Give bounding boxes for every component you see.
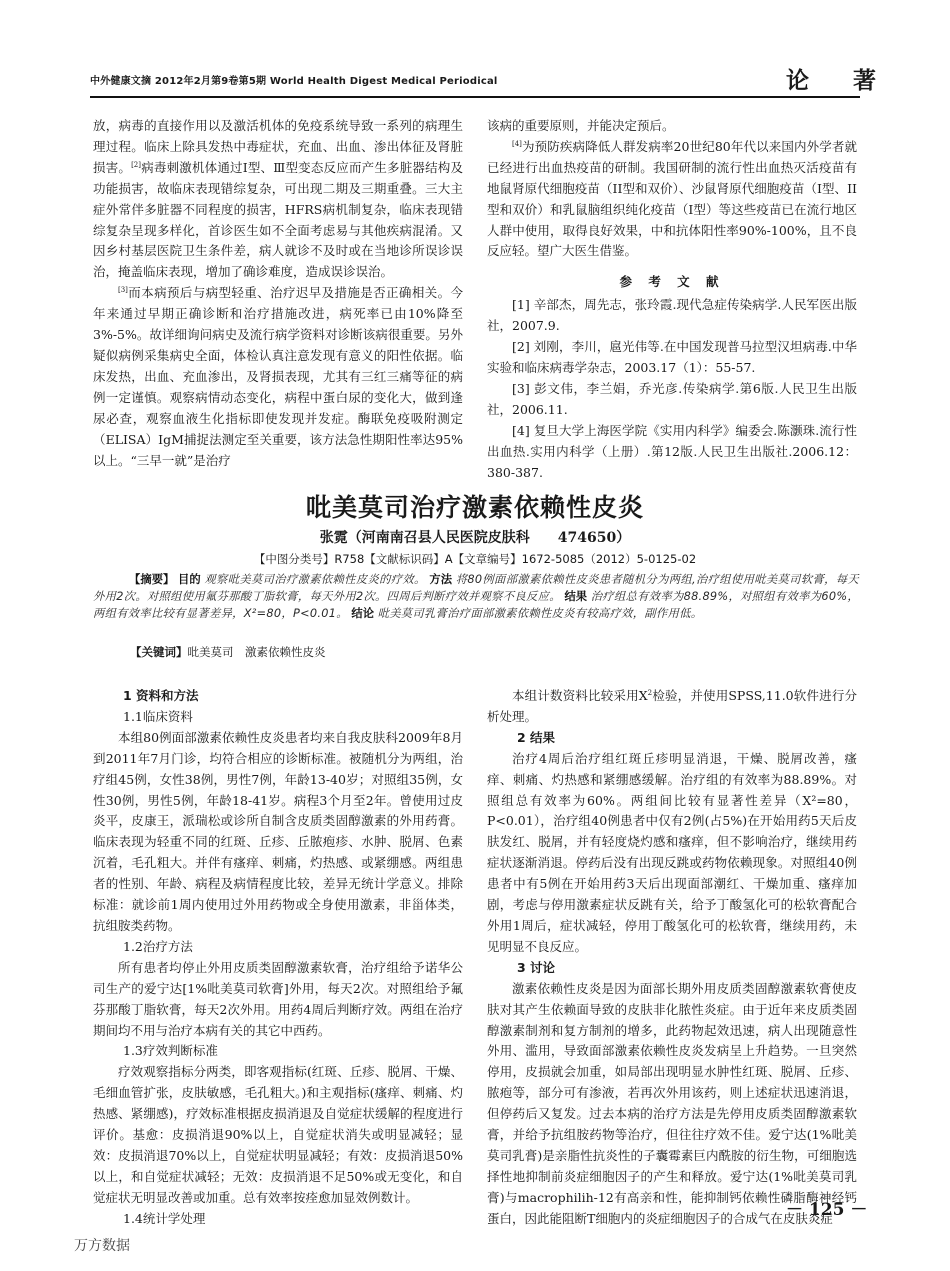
reference-item: [4] 复旦大学上海医学院《实用内科学》编委会.陈灏珠.流行性出血热.实用内科学（上册）.第12版.人民卫生出版社.2006.12：380-387. (487, 422, 857, 480)
subsection-heading: 1.3疗效判断标准 (123, 1043, 218, 1059)
article-author: 张霓（河南南召县人民医院皮肤科 474650） (319, 530, 631, 546)
reference-item: [1] 辛部杰，周先志，张玲霞.现代急症传染病学.人民军医出版社，2007.9. (487, 297, 857, 334)
subsection-heading: 1.2治疗方法 (123, 938, 193, 954)
reference-item: [2] 刘刚，李川，扈光伟等.在中国发现普马拉型汉坦病毒.中华实验和临床病毒学杂志，2003.17（1）：55-57. (487, 339, 857, 375)
prev-paragraph-1: 放，病毒的直接作用以及激活机体的免疫系统导致一系列的病理生理过程。临床上除具发热中毒症状，充血、出血、渗出体征及肾脏损害。[2]病毒刺激机体通过Ⅰ型、Ⅲ型变态反应而产生多脏器结构及功能损害，故临床表现错综复杂，可出现二期及三期重叠。三大主症外常伴多脏器不同程度的损害，HFRS病机制复杂，临床表现错综复杂呈现多样化，首诊医生如不全面考虑易与其他疾病混淆。又因乡村基层医院卫生条件差，病人就诊不及时或在当地诊所误诊误治，掩盖临床表现，增加了确诊难度，造成误诊误治。 (93, 118, 463, 280)
subsection-heading: 1.1临床资料 (123, 708, 193, 724)
classification-line: 【中图分类号】R758【文献标识码】A【文章编号】1672-5085（2012）5-0125-02 (253, 552, 697, 566)
citation-marker: [4] (512, 139, 522, 148)
prev-article-left-column (93, 116, 463, 471)
body-paragraph: 疗效观察指标分两类，即客观指标(红斑、丘疹、脱屑、干燥、毛细血管扩张，皮肤敏感，毛孔粗大。)和主观指标(瘙痒、刺痛、灼热感、紧绷感)，疗效标准根据皮损消退及自觉症状缓解的程度进行评价。基愈：皮损消退90%以上，自觉症状消失或明显减轻；显效：皮损消退70%以上，自觉症状明显减轻；有效：皮损消退50%以上，和自觉症状减轻；无效：皮损消退不足50%或无变化，和自觉症状无明显改善或加重。总有效率按痊愈加显效例数计。 (93, 1064, 463, 1205)
subsection-heading: 1.4统计学处理 (123, 1210, 206, 1226)
references-title: 参 考 文 献 (619, 274, 725, 290)
section-heading: 2 结果 (517, 729, 556, 745)
keywords: 【关键词】吡美莫司 激素依赖性皮炎 (130, 645, 326, 659)
section-label: 论 著 (786, 68, 895, 94)
journal-header: 中外健康文摘 2012年2月第9卷第5期 World Health Digest Medical Periodical (90, 76, 498, 87)
body-paragraph: 所有患者均停止外用皮质类固醇激素软膏，治疗组给予诺华公司生产的爱宁达[1%吡美莫司软膏]外用，每天2次。对照组给予氟芬那酸丁脂软膏，每天2次外用。用药4周后判断疗效。两组在治疗期间均不用与治疗本病有关的其它中西药。 (93, 959, 463, 1038)
body-paragraph: 本组80例面部激素依赖性皮炎患者均来自我皮肤科2009年8月到2011年7月门诊，均符合相应的诊断标准。被随机分为两组，治疗组45例，女性38例，男性7例，年龄13-40岁；对照组35例，女性30例，男性5例，年龄18-41岁。病程3个月至2年。曾使用过皮炎平，皮康王，派瑞松或诊所自制含皮质类固醇激素的外用药膏。临床表现为轻重不同的红斑、丘疹、丘脓疱疹、水肿、脱屑、色素沉着，毛孔粗大。并伴有瘙痒、刺痛，灼热感、或紧绷感。两组患者的性别、年龄、病程及病情程度比较，差异无统计学意义。排除标准：就诊前1周内使用过外用药物或全身使用激素，非甾体类，抗组胺类药物。 (93, 729, 463, 933)
body-paragraph: 治疗4周后治疗组红斑丘疹明显消退，干燥、脱屑改善，瘙痒、刺痛、灼热感和紧绷感缓解。治疗组的有效率为88.89%。对照组总有效率为60%。两组间比较有显著性差异（X²=80，P<0.01），治疗组40例患者中仅有2例(占5%)在开始用药5天后皮肤发红、脱屑，并有轻度烧灼感和瘙痒，但不影响治疗，继续用药症状逐渐消退。停药后没有出现反跳或药物依赖现象。对照组40例患者中有5例在开始用药3天后出现面部潮红、干燥加重、瘙痒加剧，考虑与停用激素症状反跳有关，给予丁酸氢化可的松软膏配合外用1周后，症状减轻，停用丁酸氢化可的松软膏，继续用药，未见明显不良反应。 (487, 750, 857, 954)
citation-marker: [3] (118, 286, 128, 295)
page-number: － 125 － (786, 1200, 868, 1220)
prev-article-right-column (487, 116, 857, 483)
section-heading: 1 资料和方法 (123, 688, 199, 703)
body-left-column (93, 686, 463, 1230)
footer-watermark: 万方数据 (74, 1238, 130, 1254)
header-rule (90, 96, 860, 98)
section-heading: 3 讨论 (517, 959, 556, 975)
body-paragraph: 本组计数资料比较采用$X^2$检验，并使用SPSS,11.0软件进行分析处理。 (487, 688, 857, 724)
abstract: 【摘要】 目的 观察吡美莫司治疗激素依赖性皮炎的疗效。 方法 将80例面部激素依赖性皮炎患者随机分为两组,治疗组使用吡美莫司软膏，每天外用2次。对照组使用氟芬那酸丁脂软膏，每天外用2次。四周后判断疗效并观察不良反应。 结果 治疗组总有效率为88.89%，对照组有效率为60%，两组有效率比较有显著差异，X²=80，P<0.01。 结论 吡美莫司乳膏治疗面部激素依赖性皮炎有较高疗效，副作用低。 (93, 573, 860, 621)
citation-marker: [2] (131, 160, 141, 169)
prev-paragraph-2: [3]而本病预后与病型轻重、治疗迟早及措施是否正确相关。今年来通过早期正确诊断和治疗措施改进，病死率已由10%降至3%-5%。故详细询问病史及流行病学资料对诊断该病很重要。另外疑似病例采集病史全面，体检认真注意发现有意义的阳性依据。临床发热，出血、充血渗出，及肾损表现，尤其有三红三痛等征的病例一定谨慎。观察病情动态变化，病程中蛋白尿的变化大，做到逢尿必查，观察血液生化指标即使发现并发症。酶联免疫吸附测定（ELISA）IgM捕捉法测定至关重要，该方法急性期阳性率达95%以上。“三早一就”是治疗 (93, 285, 463, 468)
reference-item: [3] 彭文伟，李兰娟，乔光彦.传染病学.第6版.人民卫生出版社，2006.11. (487, 380, 857, 417)
body-right-column (487, 686, 857, 1230)
body-paragraph: 激素依赖性皮炎是因为面部长期外用皮质类固醇激素软膏使皮肤对其产生依赖面导致的皮肤非化脓性炎症。由于近年来皮质类固醇激素制剂和复方制剂的增多，此药物起效迅速，病人出现随意性外用、滥用，导致面部激素依赖性皮炎发病呈上升趋势。一旦突然停用，皮损就会加重，如局部出现明显水肿性红斑、脱屑、丘疹、脓疱等，部分可有渗液，若再次外用该药，则上述症状迅速消退，但停药后又复发。过去本病的治疗方法是先停用皮质类固醇激素软膏，并给予抗组胺药物等治疗，但往往疗效不佳。爱宁达(1%吡美莫司乳膏)是亲脂性抗炎性的子囊霉素巨内酰胺的衍生物，可细胞选择性地抑制前炎症细胞因子的产生和释放。爱宁达(1%吡美莫司乳膏)与macrophilih-12有高亲和性，能抑制钙依赖性磷脂酶神经钙蛋白，因此能阻断T细胞内的炎症细胞因子的合成气在皮肤炎症 (487, 980, 857, 1226)
prev-paragraph-3: 该病的重要原则，并能决定预后。 (487, 118, 675, 133)
prev-paragraph-4: [4]为预防疾病降低人群发病率20世纪80年代以来国内外学者就已经进行出血热疫苗的研制。我国研制的流行性出血热灭活疫苗有地鼠肾原代细胞疫苗（II型和双价）、沙鼠肾原代细胞疫苗（I型、II型和双价）和乳鼠脑组织纯化疫苗（I型）等这些疫苗已在流行地区人群中使用，取得良好效果，中和抗体阳性率90%-100%，且不良反应轻。望广大医生借鉴。 (487, 138, 857, 259)
article-title: 吡美莫司治疗激素依赖性皮炎 (305, 493, 644, 522)
